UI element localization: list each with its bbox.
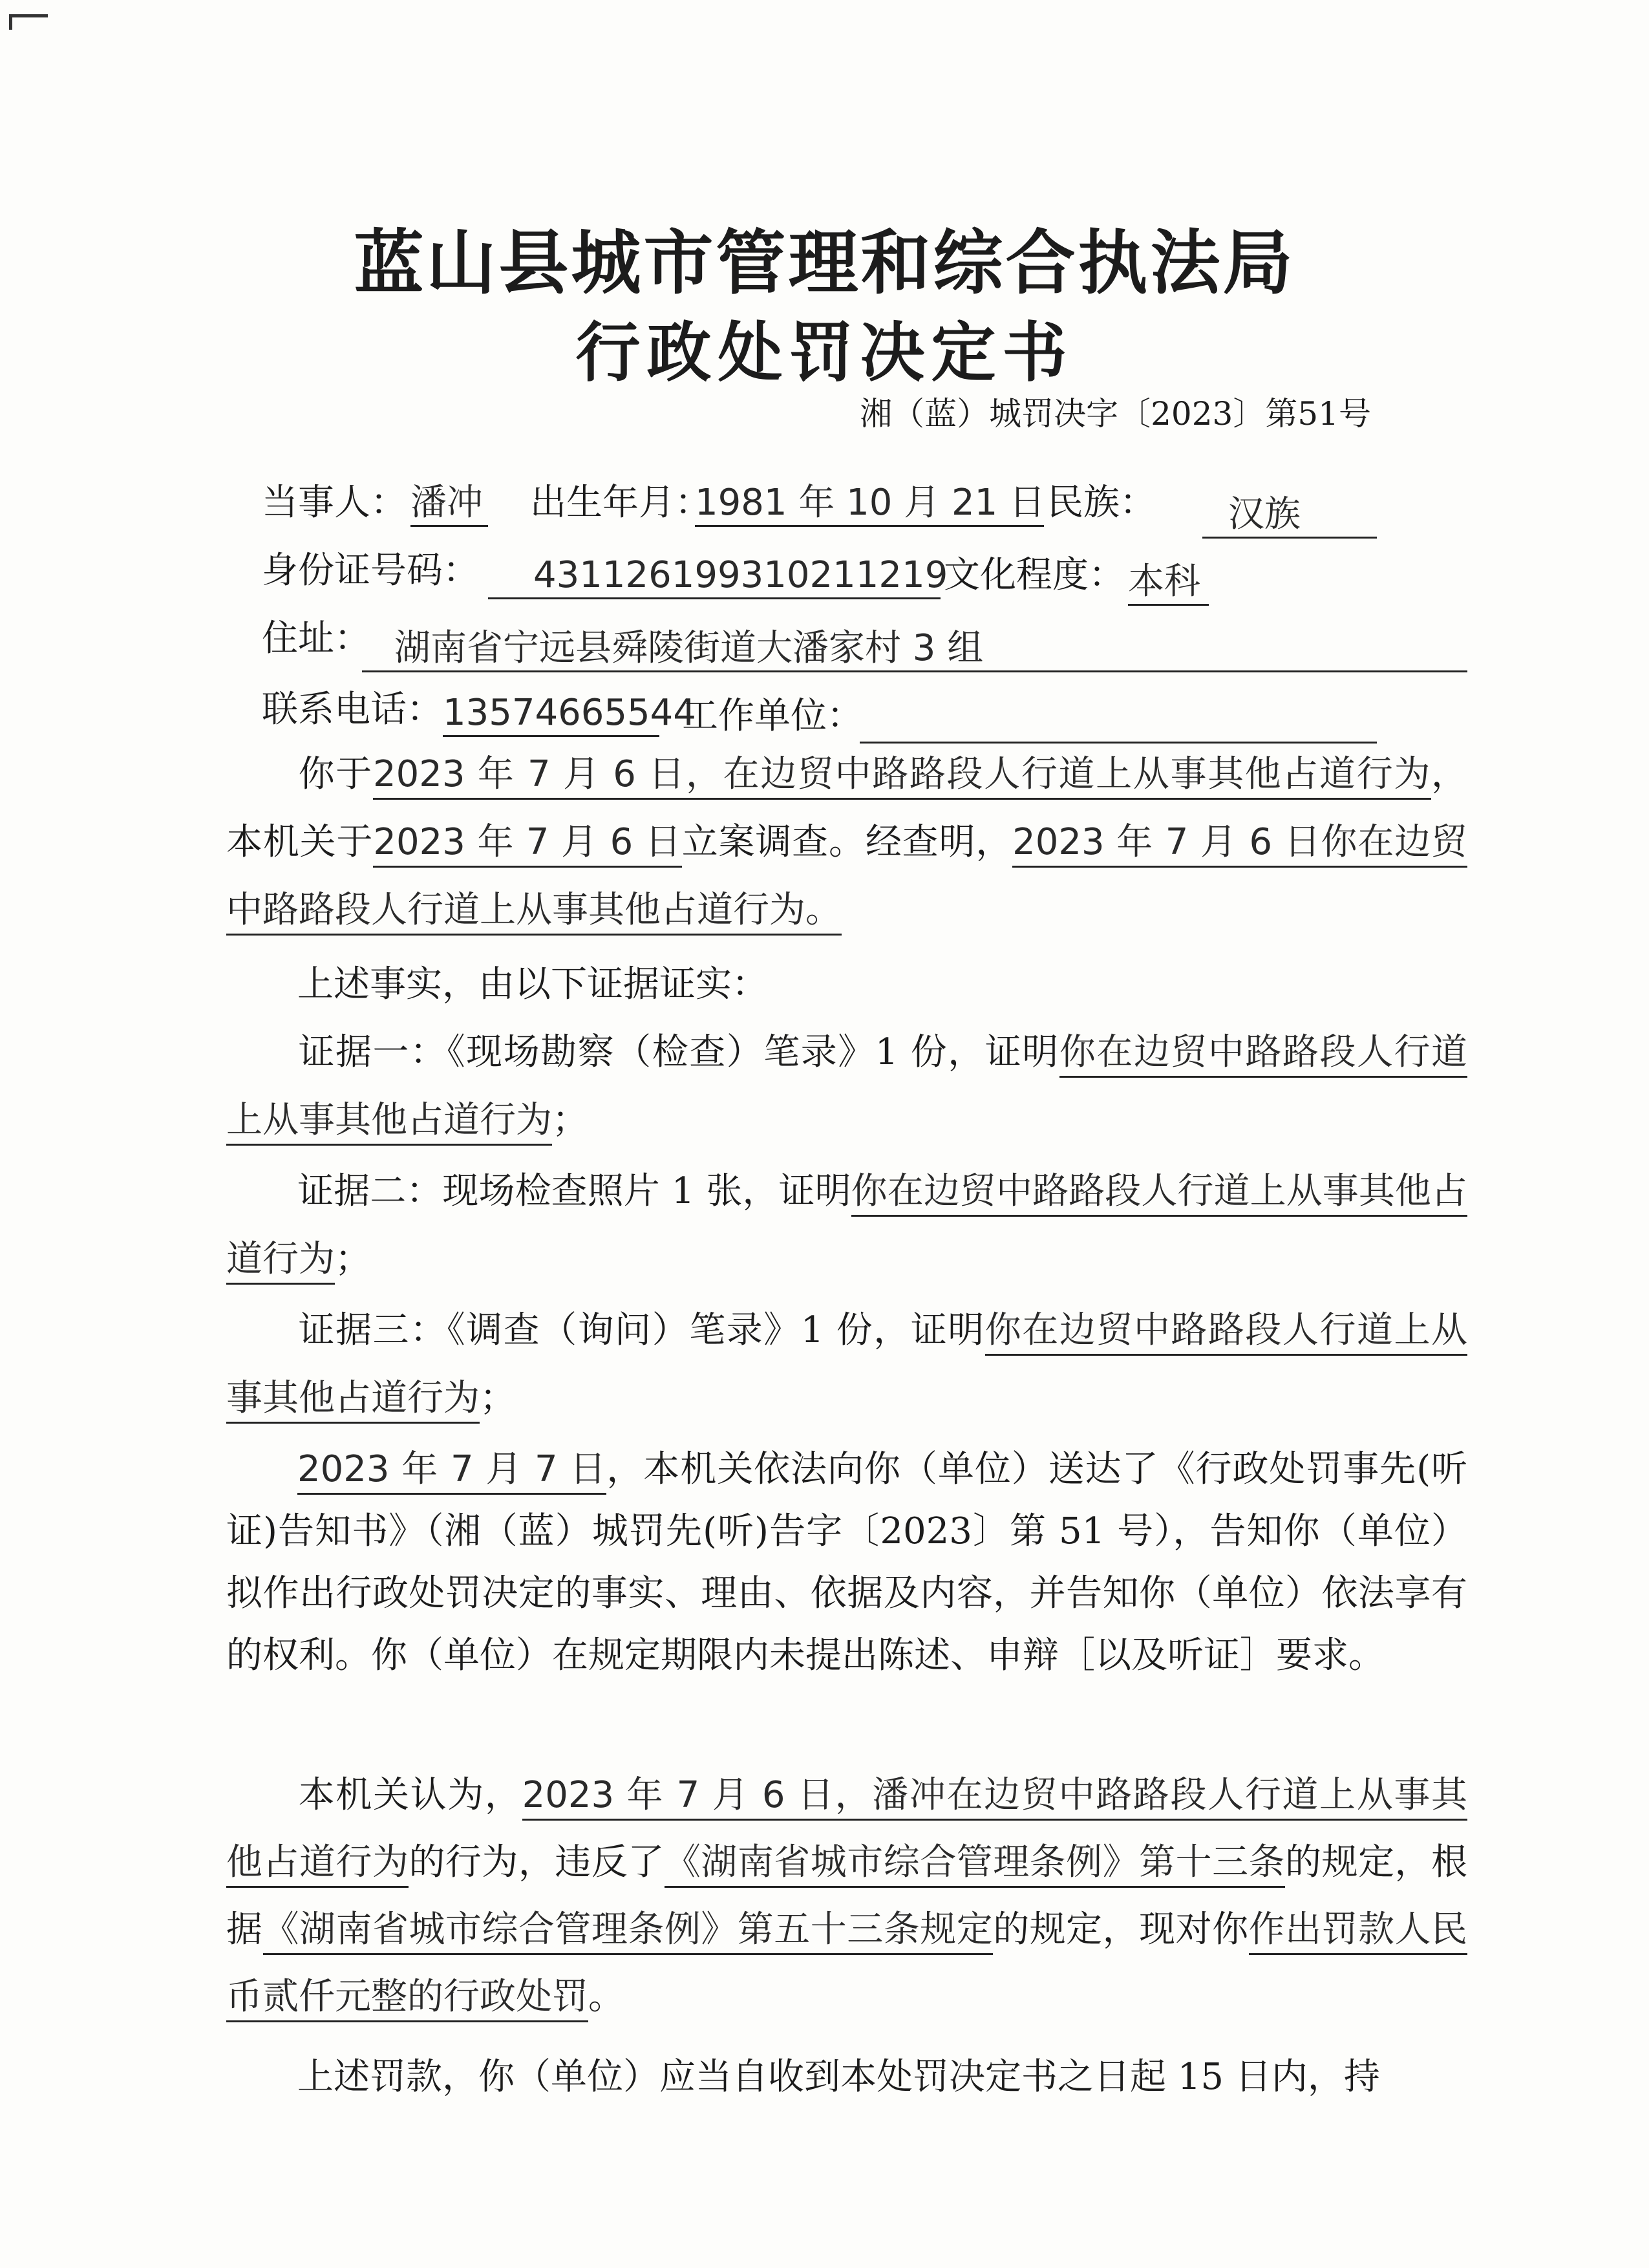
address-label: 住址：: [262, 617, 370, 659]
id-number: 431126199310211219: [488, 557, 941, 599]
paragraph-evidence-intro: 上述事实，由以下证据证实：: [297, 963, 768, 1005]
ethnic-label: 民族：: [1047, 482, 1156, 524]
paragraph-decision: 本机关认为，2023 年 7 月 6 日，潘冲在边贸中路路段人行道上从事其他占道行为的行为，违反了《湖南省城市综合管理条例》第十三条的规定，根据《湖南省城市综合管理条例》第五十三条规定的规定，现对你作出罚款人民币贰仟元整的行政处罚。: [226, 1762, 1467, 2031]
birth-date: 1981 年 10 月 21 日: [695, 485, 1044, 527]
id-label: 身份证号码：: [262, 550, 479, 592]
workplace-value: [860, 701, 1377, 744]
paragraph-evidence-3: 证据三：《调查（询问）笔录》1 份，证明你在边贸中路路段人行道上从事其他占道行为；: [226, 1296, 1467, 1432]
party-name-label: 当事人：: [262, 482, 407, 524]
paragraph-evidence-1: 证据一：《现场勘察（检查）笔录》1 份，证明你在边贸中路路段人行道上从事其他占道行为；: [226, 1018, 1467, 1154]
scan-corner-mark-vertical: [9, 14, 12, 30]
workplace-label: 工作单位：: [682, 695, 863, 737]
paragraph-notice: 2023 年 7 月 7 日，本机关依法向你（单位）送达了《行政处罚事先(听证)告知书》（湘（蓝）城罚先(听)告字〔2023〕第 51 号），告知你（单位）拟作出行政处罚决定的事实、理由、依据及内容，并告知你（单位）依法享有的权利。你（单位）在规定期限内未提出陈述、申辩［以及听证］要求。: [226, 1448, 1467, 1676]
education-label: 文化程度：: [944, 554, 1125, 596]
ethnic-value: 汉族: [1202, 497, 1377, 539]
birth-label: 出生年月：: [530, 482, 711, 524]
document-number: 湘（蓝）城罚决字〔2023〕第51号: [860, 395, 1371, 433]
paragraph-evidence-2: 证据二：现场检查照片 1 张，证明你在边贸中路路段人行道上从事其他占道行为；: [226, 1157, 1467, 1293]
paragraph-payment: 上述罚款，你（单位）应当自收到本处罚决定书之日起 15 日内，持: [297, 2056, 1380, 2098]
phone-value: 13574665544: [443, 695, 659, 737]
document-type-title: 行政处罚决定书: [575, 315, 1074, 390]
education-value: 本科: [1128, 564, 1209, 606]
agency-title: 蓝山县城市管理和综合执法局: [354, 223, 1295, 304]
phone-label: 联系电话：: [262, 689, 443, 731]
scan-corner-mark: [9, 14, 48, 17]
paragraph-case-facts: 你于2023 年 7 月 6 日，在边贸中路路段人行道上从事其他占道行为，本机关于2023 年 7 月 6 日立案调查。经查明，2023 年 7 月 6 日你在边贸中路路段人行道上从事其他占道行为。: [226, 740, 1467, 944]
address-value: 湖南省宁远县舜陵街道大潘家村 3 组: [362, 630, 1467, 672]
party-name: 潘冲: [410, 485, 488, 527]
